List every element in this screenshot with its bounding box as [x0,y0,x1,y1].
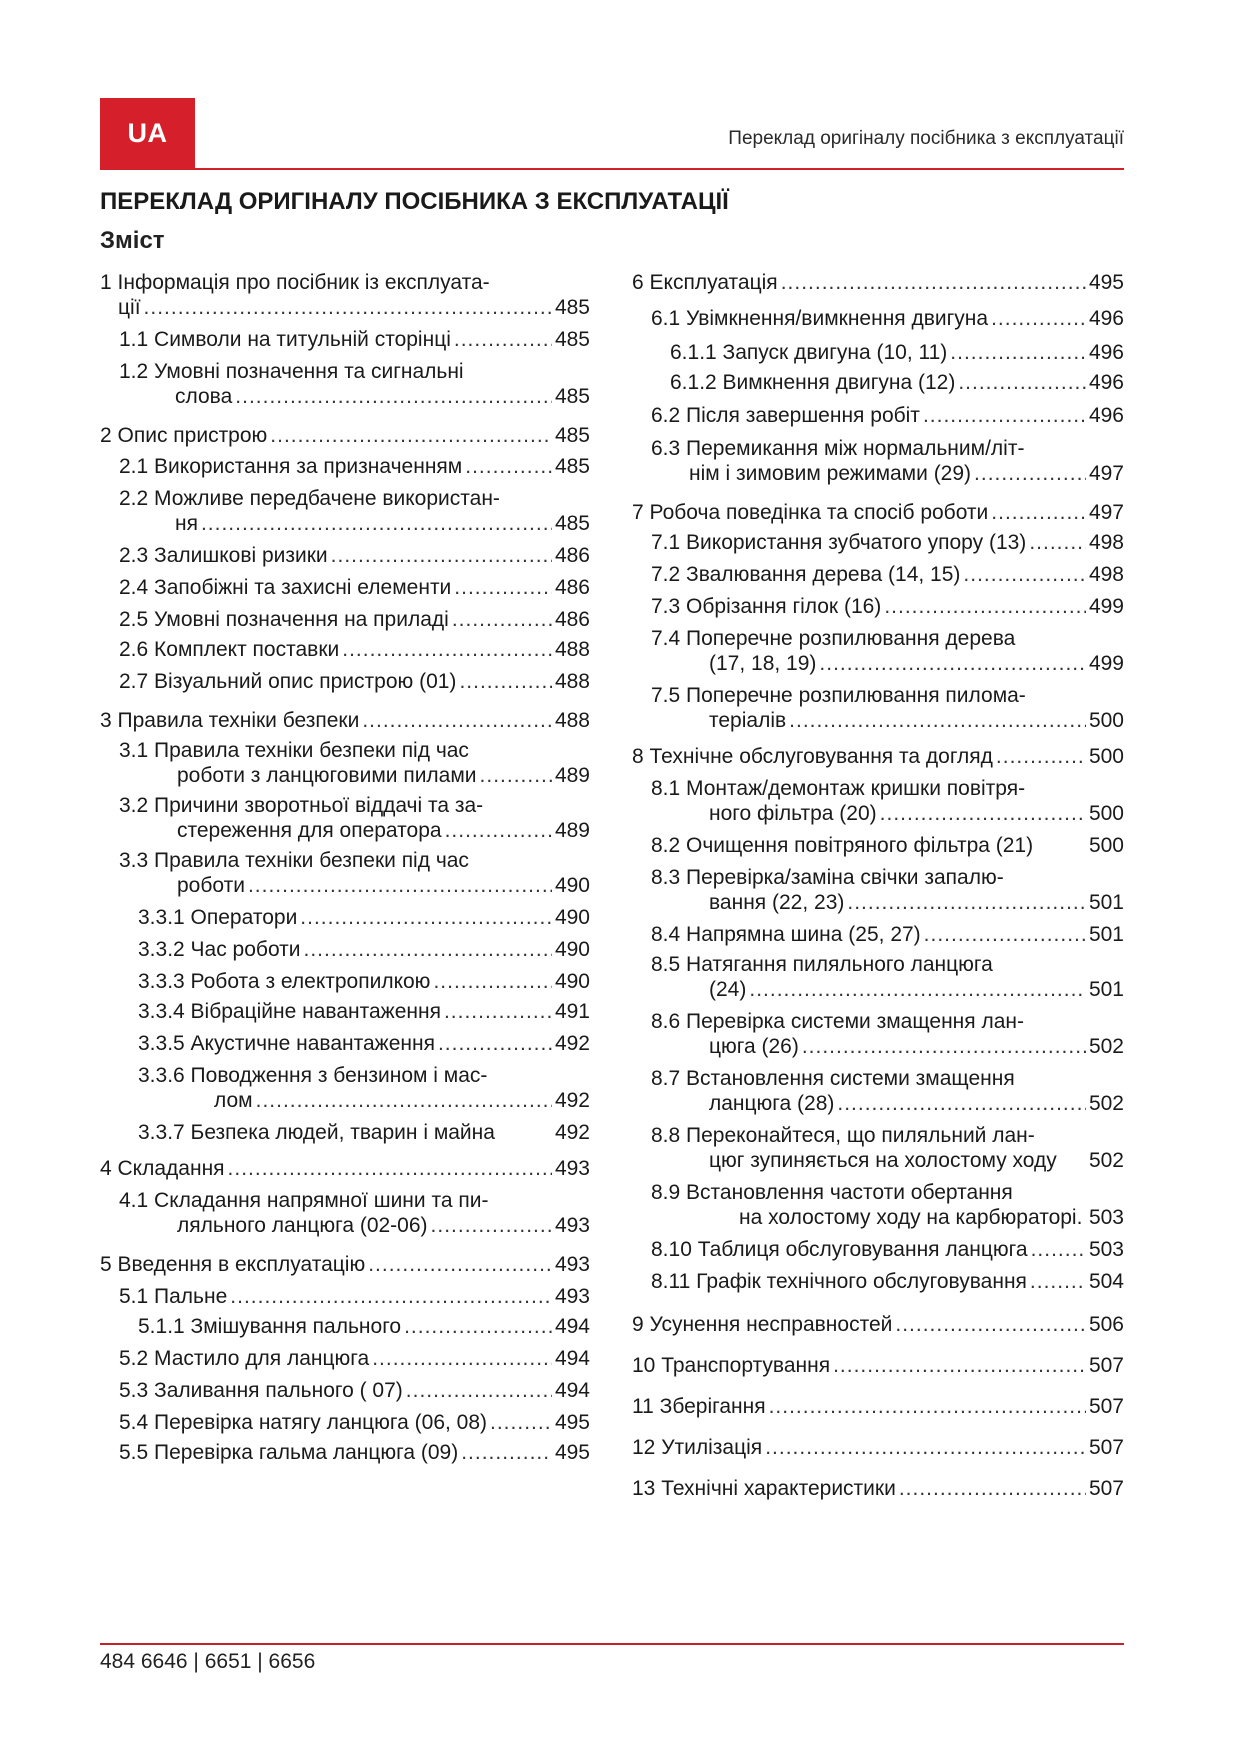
toc-entry[interactable] [632,1435,1124,1460]
toc-entry-page: 485 [554,512,590,535]
dot-leader [963,562,1086,587]
toc-entry[interactable] [100,486,590,536]
dot-leader [991,500,1086,525]
toc-entry-title: 5.1.1 Змішування пального [138,1315,402,1338]
toc-entry-page: 507 [1088,1395,1124,1418]
toc-entry-title: 8.5 Натягання пиляльного ланцюга [651,953,993,976]
toc-entry[interactable] [100,708,590,733]
dot-leader [406,1378,552,1403]
toc-entry[interactable] [100,1188,590,1238]
toc-entry-title: 9 Усунення несправностей [632,1313,893,1336]
toc-entry-title: 4.1 Складання напрямної шини та пи- [119,1189,489,1212]
toc-entry[interactable] [632,1237,1124,1262]
toc-entry-title: (24) [709,978,747,1001]
toc-entry-page: 491 [554,1000,590,1023]
toc-entry[interactable] [632,626,1124,676]
toc-entry[interactable] [100,327,590,352]
toc-entry-title: 8.10 Таблиця обслуговування ланцюга [651,1238,1028,1261]
toc-entry-title: 8.2 Очищення повітряного фільтра (21) [651,834,1034,857]
toc-right-column [632,270,1124,1501]
dot-leader [452,607,552,632]
toc-entry[interactable] [100,1031,590,1056]
toc-entry[interactable] [632,1269,1124,1294]
toc-entry-title: (17, 18, 19) [709,652,817,675]
dot-leader [368,1252,552,1277]
toc-entry-title: 1 Інформація про посібник із експлуата- [100,271,490,294]
toc-entry-title: 8.6 Перевірка системи змащення лан- [651,1010,1025,1033]
toc-entry[interactable] [100,1063,590,1113]
toc-entry-page: 490 [554,874,590,897]
toc-entry-title: 11 Зберігання [632,1395,766,1418]
toc-entry-page: 489 [554,819,590,842]
toc-entry[interactable] [100,359,590,409]
toc-entry[interactable] [632,562,1124,587]
toc-entry[interactable] [100,575,590,600]
toc-entry-title: роботи [177,874,245,897]
toc-entry[interactable] [632,833,1124,858]
toc-entry[interactable] [632,683,1124,733]
toc-entry-page: 494 [554,1347,590,1370]
dot-leader [958,370,1086,395]
toc-entry-page: 497 [1088,501,1124,524]
toc-entry[interactable] [632,1312,1124,1337]
toc-entry-page: 499 [1088,595,1124,618]
toc-entry[interactable] [632,865,1124,915]
toc-entry-title: стереження для оператора [177,819,442,842]
dot-leader [789,708,1086,733]
toc-entry[interactable] [100,905,590,930]
toc-entry-title: 7 Робоча поведінка та спосіб роботи [632,501,989,524]
dot-leader [404,1314,552,1339]
toc-entry[interactable] [632,1066,1124,1116]
toc-entry-title: 6.3 Перемикання між нормальним/літ- [651,437,1025,460]
toc-entry-title: 2 Опис пристрою [100,424,268,447]
toc-entry-page: 495 [554,1411,590,1434]
toc-entry-page: 485 [554,296,590,319]
toc-entry-page: 492 [554,1032,590,1055]
dot-leader [837,1091,1086,1116]
toc-entry-title: ня [175,512,198,535]
toc-entry[interactable] [100,1346,590,1371]
toc-entry-page: 502 [1088,1035,1124,1058]
dot-leader [769,1394,1086,1419]
toc-entry[interactable] [632,436,1124,486]
toc-entry-page: 493 [554,1253,590,1276]
toc-entry-page: 486 [554,544,590,567]
toc-entry-title: 1.1 Символи на титульній сторінці [119,328,451,351]
dot-leader [433,969,552,994]
dot-leader [300,905,552,930]
dot-leader [490,1410,552,1435]
toc-entry-title: 13 Технічні характеристики [632,1477,896,1500]
toc-entry[interactable] [632,270,1124,295]
toc-entry-title: 2.4 Запобіжні та захисні елементи [119,576,452,599]
toc-entry-title: 3.3.6 Поводження з бензином і мас- [138,1064,488,1087]
toc-entry-title: слова [175,385,233,408]
toc-entry-title: лом [214,1089,253,1112]
header-divider [100,168,1124,170]
toc-entry-title: нім і зимовим режимами (29) [689,462,972,485]
dot-leader [895,1312,1086,1337]
toc-entry[interactable] [100,738,590,788]
dot-leader [461,1440,552,1465]
toc-entry[interactable] [632,1476,1124,1501]
toc-entry-title: 5.4 Перевірка натягу ланцюга (06, 08) [119,1411,488,1434]
dot-leader [228,1156,552,1181]
dot-leader [444,999,552,1024]
dot-leader [201,511,552,536]
toc-entry-page: 493 [554,1214,590,1237]
toc-entry-title: 7.2 Звалювання дерева (14, 15) [651,563,961,586]
toc-entry-page: 492 [554,1089,590,1112]
toc-entry-title: 2.1 Використання за призначенням [119,455,463,478]
toc-entry[interactable] [100,637,590,662]
dot-leader [802,1034,1086,1059]
toc-entry-title: 3.2 Причини зворотньої віддачі та за- [119,794,484,817]
toc-entry-title: 3.3.3 Робота з електропилкою [138,970,431,993]
toc-entry[interactable] [632,530,1124,555]
toc-entry-title: ляльного ланцюга (02-06) [177,1214,428,1237]
toc-entry-page: 501 [1088,891,1124,914]
dot-leader [880,801,1086,826]
dot-leader [924,922,1086,947]
toc-entry-page: 488 [554,670,590,693]
dot-leader [454,327,552,352]
toc-entry-title: 5.1 Пальне [119,1285,228,1308]
dot-leader [1029,530,1086,555]
document-title: ПЕРЕКЛАД ОРИГІНАЛУ ПОСІБНИКА З ЕКСПЛУАТАЦІЇ [100,188,729,215]
toc-entry[interactable] [100,793,590,843]
toc-entry-page: 497 [1088,462,1124,485]
toc-entry-title: ції [118,296,141,319]
dot-leader [847,890,1086,915]
toc-entry-title: 3 Правила техніки безпеки [100,709,360,732]
dot-leader [235,384,552,409]
toc-entry-title: 4 Складання [100,1157,225,1180]
toc-entry-page: 490 [554,970,590,993]
toc-entry-title: 2.2 Можливе передбачене використан- [119,487,500,510]
toc-entry-title: 5.5 Перевірка гальма ланцюга (09) [119,1441,459,1464]
toc-entry[interactable] [632,1353,1124,1378]
language-badge: UA [100,98,195,169]
toc-entry-page: 486 [554,608,590,631]
dot-leader [144,295,552,320]
dot-leader [304,937,552,962]
toc-entry-title: 5 Введення в експлуатацію [100,1253,366,1276]
toc-entry-page: 500 [1088,745,1124,768]
toc-entry-title: ного фільтра (20) [709,802,877,825]
toc-entry-page: 492 [554,1121,590,1144]
toc-entry[interactable] [100,999,590,1024]
dot-leader [899,1476,1086,1501]
toc-entry-title: 3.3.5 Акустичне навантаження [138,1032,435,1055]
toc-entry-title: 10 Транспортування [632,1354,831,1377]
toc-entry-page: 500 [1088,802,1124,825]
toc-entry-page: 496 [1088,307,1124,330]
toc-entry[interactable] [100,1156,590,1181]
toc-entry-page: 502 [1088,1149,1124,1172]
toc-entry-title: ланцюга (28) [709,1092,835,1115]
toc-entry[interactable] [100,937,590,962]
toc-entry-page: 502 [1088,1092,1124,1115]
toc-entry[interactable] [632,1394,1124,1419]
dot-leader [996,744,1086,769]
toc-entry-page: 496 [1088,404,1124,427]
toc-entry-page: 499 [1088,652,1124,675]
toc-entry-page: 486 [554,576,590,599]
dot-leader [372,1346,552,1371]
toc-entry-page: 494 [554,1379,590,1402]
toc-entry[interactable] [100,1120,590,1145]
dot-leader [270,423,552,448]
toc-entry-page: 503 [1088,1238,1124,1261]
dot-leader [991,306,1086,331]
dot-leader [765,1435,1086,1460]
toc-entry-page: 496 [1088,371,1124,394]
dot-leader [480,763,552,788]
toc-entry[interactable] [632,952,1124,1002]
toc-entry[interactable] [100,1314,590,1339]
toc-entry[interactable] [632,922,1124,947]
toc-entry-title: вання (22, 23) [709,891,845,914]
toc-entry-title: роботи з ланцюговими пилами [177,764,477,787]
toc-entry-page: 488 [554,709,590,732]
toc-entry[interactable] [632,340,1124,365]
toc-entry-title: 8.11 Графік технічного обслуговування [651,1270,1027,1293]
toc-entry-title: 3.3.7 Безпека людей, тварин і майна [138,1121,495,1144]
dot-leader [445,818,552,843]
toc-entry[interactable] [100,543,590,568]
toc-entry[interactable] [100,969,590,994]
dot-leader [331,543,552,568]
toc-entry-page: 498 [1088,531,1124,554]
dot-leader [950,340,1086,365]
toc-entry-page: 504 [1088,1270,1124,1293]
toc-entry-page: 503 [1088,1206,1124,1229]
toc-entry-title: 2.5 Умовні позначення на приладі [119,608,449,631]
toc-entry-page: 507 [1088,1436,1124,1459]
toc-entry-page: 485 [554,385,590,408]
toc-entry[interactable] [632,1123,1124,1173]
toc-entry[interactable] [632,403,1124,428]
toc-entry-title: теріалів [709,709,787,732]
toc-entry-title: 12 Утилізація [632,1436,763,1459]
dot-leader [438,1031,552,1056]
toc-entry-title: 7.4 Поперечне розпилювання дерева [651,627,1016,650]
toc-entry-title: 3.3.4 Вібраційне навантаження [138,1000,441,1023]
toc-entry[interactable] [100,423,590,448]
toc-entry-title: 7.5 Поперечне розпилювання пилома- [651,684,1026,707]
dot-leader [248,873,552,898]
toc-entry-title: 3.3.2 Час роботи [138,938,301,961]
dot-leader [230,1284,552,1309]
dot-leader [465,454,552,479]
toc-entry-title: 6.1.2 Вимкнення двигуна (12) [670,371,956,394]
toc-entry-title: 6.1.1 Запуск двигуна (10, 11) [670,341,948,364]
toc-entry-page: 490 [554,938,590,961]
toc-entry-title: цюга (26) [709,1035,799,1058]
toc-entry-title: 7.3 Обрізання гілок (16) [651,595,882,618]
dot-leader [819,651,1086,676]
toc-entry-title: 8.4 Напрямна шина (25, 27) [651,923,921,946]
running-header-title: Переклад оригіналу посібника з експлуатації [728,128,1124,149]
toc-entry[interactable] [632,776,1124,826]
dot-leader [1031,1237,1086,1262]
toc-entry[interactable] [632,744,1124,769]
toc-entry-page: 488 [554,638,590,661]
toc-entry-title: 6.1 Увімкнення/вимкнення двигуна [651,307,989,330]
dot-leader [454,575,552,600]
toc-heading: Зміст [100,227,165,254]
dot-leader [431,1213,552,1238]
toc-entry[interactable] [100,1410,590,1435]
toc-entry-title: цюг зупиняється на холостому ходу [709,1149,1057,1172]
dot-leader [923,403,1086,428]
toc-entry-page: 485 [554,424,590,447]
toc-entry-title: 2.3 Залишкові ризики [119,544,328,567]
toc-entry-title: 8.1 Монтаж/демонтаж кришки повітря- [651,777,1026,800]
dot-leader [749,977,1086,1002]
toc-entry-title: на холостому ходу на карбюраторі. [739,1206,1083,1229]
toc-entry[interactable] [100,1284,590,1309]
toc-entry-title: 8.9 Встановлення частоти обертання [651,1181,1013,1204]
toc-entry-page: 498 [1088,563,1124,586]
toc-entry[interactable] [632,1180,1124,1230]
toc-entry[interactable] [632,594,1124,619]
toc-entry[interactable] [632,306,1124,331]
footer-model-codes: 484 6646 | 6651 | 6656 [100,1650,316,1673]
dot-leader [974,461,1086,486]
dot-leader [256,1088,552,1113]
toc-entry-page: 495 [554,1441,590,1464]
toc-entry-title: 8.7 Встановлення системи змащення [651,1067,1015,1090]
toc-entry-title: 3.3.1 Оператори [138,906,298,929]
toc-entry-page: 501 [1088,923,1124,946]
toc-entry-title: 2.6 Комплект поставки [119,638,340,661]
toc-entry-title: 7.1 Використання зубчатого упору (13) [651,531,1027,554]
toc-entry-title: 3.1 Правила техніки безпеки під час [119,739,469,762]
toc-entry-title: 2.7 Візуальний опис пристрою (01) [119,670,457,693]
toc-entry[interactable] [100,848,590,898]
toc-entry-page: 485 [554,328,590,351]
toc-entry-page: 490 [554,906,590,929]
toc-entry[interactable] [100,1378,590,1403]
toc-entry-title: 5.3 Заливання пального ( 07) [119,1379,403,1402]
dot-leader [1030,1269,1086,1294]
toc-entry[interactable] [632,1009,1124,1059]
dot-leader [459,669,552,694]
toc-entry-page: 496 [1088,341,1124,364]
toc-entry-title: 6.2 Після завершення робіт [651,404,920,427]
toc-entry-page: 485 [554,455,590,478]
toc-entry[interactable] [100,454,590,479]
toc-entry[interactable] [100,1252,590,1277]
toc-entry-title: 3.3 Правила техніки безпеки під час [119,849,469,872]
dot-leader [833,1353,1086,1378]
toc-entry-page: 493 [554,1285,590,1308]
toc-entry-page: 495 [1088,271,1124,294]
toc-entry-page: 506 [1088,1313,1124,1336]
toc-entry-page: 501 [1088,978,1124,1001]
toc-entry-page: 494 [554,1315,590,1338]
dot-leader [781,270,1086,295]
dot-leader [342,637,552,662]
toc-entry[interactable] [100,607,590,632]
toc-left-column [100,270,590,1465]
toc-entry[interactable] [100,669,590,694]
toc-entry-page: 500 [1088,834,1124,857]
dot-leader [884,594,1086,619]
toc-entry[interactable] [100,1440,590,1465]
toc-entry-title: 5.2 Мастило для ланцюга [119,1347,370,1370]
toc-entry-title: 1.2 Умовні позначення та сигнальні [119,360,464,383]
toc-entry-page: 493 [554,1157,590,1180]
toc-entry-page: 489 [554,764,590,787]
toc-entry-title: 8 Технічне обслуговування та догляд [632,745,993,768]
toc-entry-page: 500 [1088,709,1124,732]
footer-divider [100,1643,1124,1645]
toc-entry[interactable] [100,270,590,320]
dot-leader [362,708,552,733]
toc-entry-page: 507 [1088,1477,1124,1500]
toc-entry[interactable] [632,500,1124,525]
toc-entry[interactable] [632,370,1124,395]
toc-entry-title: 8.8 Переконайтеся, що пиляльний лан- [651,1124,1035,1147]
toc-entry-title: 6 Експлуатація [632,271,778,294]
toc-entry-page: 507 [1088,1354,1124,1377]
toc-entry-title: 8.3 Перевірка/заміна свічки запалю- [651,866,1004,889]
